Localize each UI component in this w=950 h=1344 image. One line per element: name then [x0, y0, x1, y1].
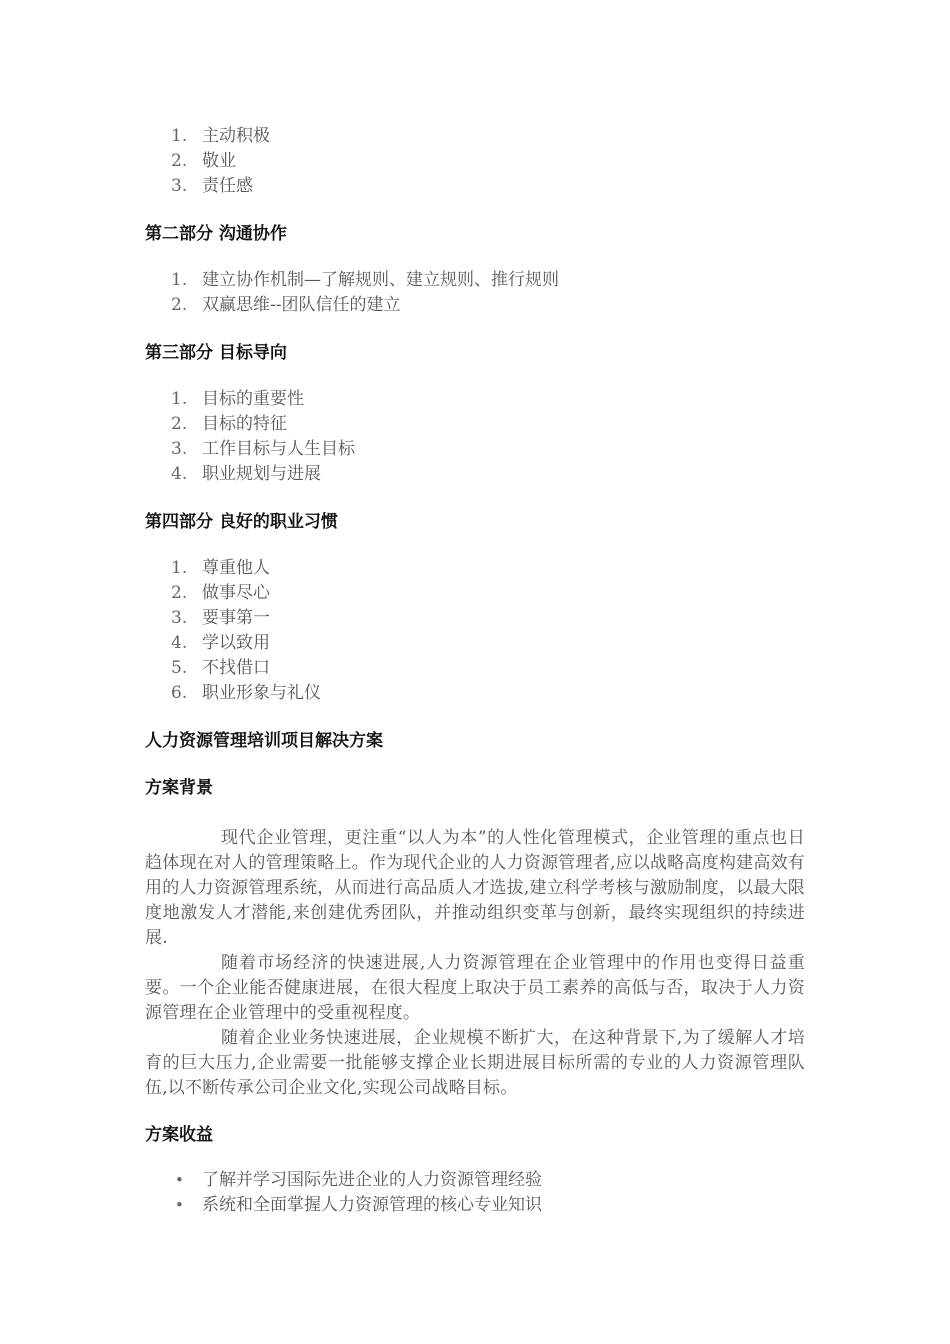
intro-list	[145, 124, 270, 199]
list-item: 3. 责任感	[171, 176, 253, 196]
list-item: 4. 学以致用	[171, 633, 270, 653]
list-item: 6. 职业形象与礼仪	[171, 683, 321, 703]
background-paragraph: 随着企业业务快速进展，企业规模不断扩大，在这种背景下,为了缓解人才培育的巨大压力,企业需要一批能够支撑企业长期进展目标所需的专业的人力资源管理队伍,以不断传承公司企业文化,实现公司战略目标。	[145, 1028, 805, 1098]
section-heading-part4: 第四部分 良好的职业习惯	[145, 512, 338, 532]
section-heading-part3: 第三部分 目标导向	[145, 343, 287, 363]
list-item: • 系统和全面掌握人力资源管理的核心专业知识	[145, 1193, 542, 1218]
section-heading-part2: 第二部分 沟通协作	[145, 224, 287, 244]
list-item: 1. 建立协作机制—了解规则、建立规则、推行规则	[171, 270, 559, 290]
list-item: 5. 不找借口	[171, 658, 270, 678]
bullet-icon: •	[175, 1196, 184, 1214]
part3-list	[145, 387, 355, 487]
background-paragraph: 现代企业管理，更注重“以人为本”的人性化管理模式，企业管理的重点也日趋体现在对人的管理策略上。作为现代企业的人力资源管理者,应以战略高度构建高效有用的人力资源管理系统，从而进行高品质人才选拔,建立科学考核与激励制度，以最大限度地激发人才潜能,来创建优秀团队，并推动组织变革与创新，最终实现组织的持续进展.	[145, 828, 805, 948]
list-item: 1. 尊重他人	[171, 558, 270, 578]
background-paragraph: 随着市场经济的快速进展,人力资源管理在企业管理中的作用也变得日益重要。一个企业能否健康进展，在很大程度上取决于员工素养的高低与否，取决于人力资源管理在企业管理中的受重视程度。	[145, 953, 805, 1023]
list-item: • 了解并学习国际先进企业的人力资源管理经验	[145, 1168, 542, 1193]
list-item: 4. 职业规划与进展	[171, 464, 321, 484]
bullet-icon: •	[175, 1171, 184, 1189]
list-item: 2. 双赢思维--团队信任的建立	[171, 295, 401, 315]
section-heading-background: 方案背景	[145, 778, 213, 798]
list-item: 2. 目标的特征	[171, 414, 287, 434]
list-item: 3. 工作目标与人生目标	[171, 439, 355, 459]
section-heading-benefits: 方案收益	[145, 1125, 213, 1145]
part4-list	[145, 556, 321, 706]
list-item: 3. 要事第一	[171, 608, 270, 628]
benefits-list	[145, 1168, 542, 1218]
list-item: 1. 目标的重要性	[171, 389, 304, 409]
list-item: 1. 主动积极	[171, 126, 270, 146]
part2-list	[145, 268, 559, 318]
list-item: 2. 做事尽心	[171, 583, 270, 603]
document-title: 人力资源管理培训项目解决方案	[145, 731, 383, 751]
list-item: 2. 敬业	[171, 151, 236, 171]
